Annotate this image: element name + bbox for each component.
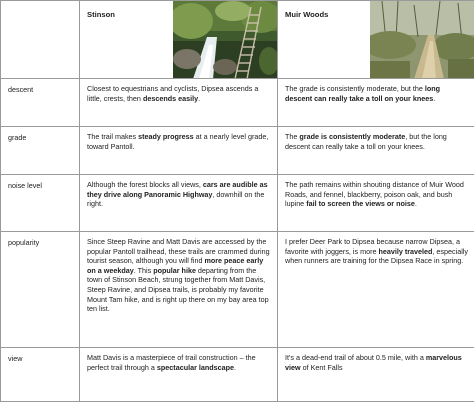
text-run: of Kent Falls bbox=[301, 363, 343, 372]
text-run: I prefer Deer Park to Dipsea because narrow Dipsea, a favorite with joggers, is more bbox=[285, 237, 460, 256]
descent-stinson-cell bbox=[80, 79, 278, 127]
grade-muir-woods-cell bbox=[278, 127, 474, 175]
view-stinson-cell bbox=[80, 348, 278, 402]
text-run: . bbox=[234, 363, 236, 372]
text-run: . bbox=[415, 199, 417, 208]
emphasis-text: heavily traveled bbox=[378, 247, 432, 256]
emphasis-text: cars are audible as they drive along Panoramic Highway bbox=[87, 180, 268, 199]
popularity-stinson-cell bbox=[80, 232, 278, 348]
row-grade bbox=[1, 127, 474, 175]
header-corner-cell bbox=[1, 1, 80, 79]
emphasis-text: marvelous view bbox=[285, 353, 462, 372]
emphasis-text: long descent can really take a toll on your knees bbox=[285, 84, 440, 103]
emphasis-text: grade is consistently moderate bbox=[299, 132, 405, 141]
noise-muir-woods-cell bbox=[278, 175, 474, 232]
emphasis-text: popular hike bbox=[153, 266, 196, 275]
stinson-title: Stinson bbox=[87, 10, 115, 20]
row-label-grade: grade bbox=[1, 127, 80, 175]
row-label-descent: descent bbox=[1, 79, 80, 127]
header-muir-woods-cell bbox=[278, 1, 474, 79]
text-run: It's a dead-end trail of about 0.5 mile, with a bbox=[285, 353, 426, 362]
emphasis-text: descends easily bbox=[143, 94, 198, 103]
row-popularity bbox=[1, 232, 474, 348]
text-run: , downhill on the right. bbox=[87, 190, 264, 209]
text-run: The grade is consistently moderate, but the bbox=[285, 84, 425, 93]
row-label-popularity: popularity bbox=[1, 232, 80, 348]
trail-path-photo bbox=[370, 1, 474, 79]
text-run: Since Steep Ravine and Matt Davis are accessed by the popular Pantoll trailhead, these trails are crammed during tourist season, although you will find bbox=[87, 237, 270, 265]
noise-stinson-cell bbox=[80, 175, 278, 232]
waterfall-stairs-photo bbox=[173, 1, 277, 79]
text-run: . bbox=[198, 94, 200, 103]
text-run: The bbox=[285, 132, 299, 141]
view-muir-woods-cell bbox=[278, 348, 474, 402]
text-run: Closest to equestrians and cyclists, Dipsea ascends a little, crests, then bbox=[87, 84, 258, 103]
row-view bbox=[1, 348, 474, 402]
text-run: . This bbox=[134, 266, 153, 275]
grade-stinson-cell bbox=[80, 127, 278, 175]
text-run: The path remains within shouting distance of Muir Wood Roads, and fennel, blackberry, poison oak, and bush lupine bbox=[285, 180, 464, 208]
text-run: Matt Davis is a masterpiece of trail construction – the perfect trail through a bbox=[87, 353, 256, 372]
text-run: , but the long descent can really take a toll on your knees. bbox=[285, 132, 447, 151]
emphasis-text: spectacular landscape bbox=[157, 363, 234, 372]
popularity-muir-woods-cell bbox=[278, 232, 474, 348]
muir-woods-title: Muir Woods bbox=[285, 10, 328, 20]
emphasis-text: more peace early on a weekday bbox=[87, 256, 263, 275]
text-run: departing from the town of Stinson Beach, strung together from Matt Davis, Steep Ravine, and Dipsea trails, is probably my favorite Mount Tam hike, and is right up there on my bay area top ten list. bbox=[87, 266, 269, 313]
emphasis-text: steady progress bbox=[138, 132, 194, 141]
header-stinson-cell bbox=[80, 1, 278, 79]
text-run: The trail makes bbox=[87, 132, 138, 141]
text-run: , especially when runners are training for the Dipsea Race in spring. bbox=[285, 247, 468, 266]
row-label-noise-level: noise level bbox=[1, 175, 80, 232]
row-label-view: view bbox=[1, 348, 80, 402]
row-descent bbox=[1, 79, 474, 127]
header-row bbox=[1, 1, 474, 79]
emphasis-text: fail to screen the views or noise bbox=[306, 199, 415, 208]
row-noise-level bbox=[1, 175, 474, 232]
descent-muir-woods-cell bbox=[278, 79, 474, 127]
text-run: Although the forest blocks all views, bbox=[87, 180, 203, 189]
text-run: . bbox=[433, 94, 435, 103]
text-run: at a nearly level grade, toward Pantoll. bbox=[87, 132, 268, 151]
